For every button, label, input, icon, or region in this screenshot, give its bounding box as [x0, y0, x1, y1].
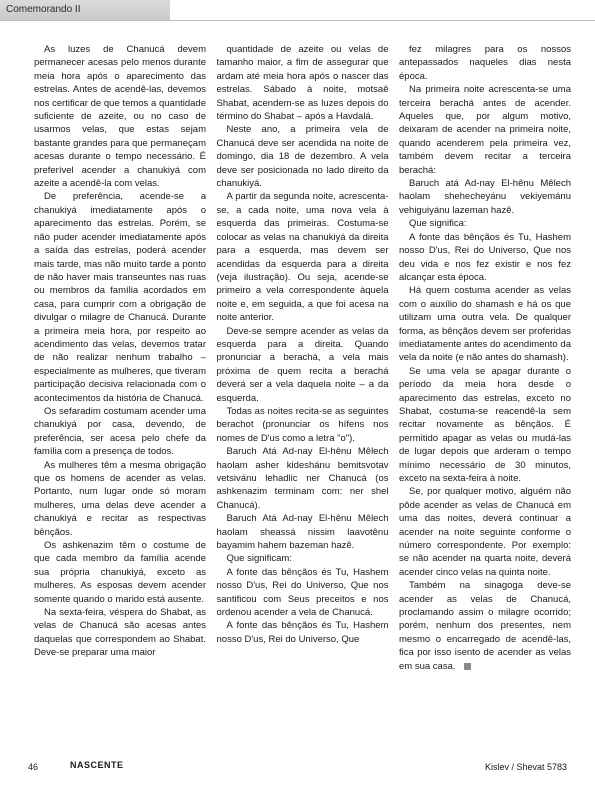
page-header: [0, 0, 595, 24]
paragraph: Se uma vela se apagar durante o período da meia hora desde o aparecimento das estrelas, exceto no Shabat, costuma-se reacendê-la sem recitar novamente as bênçãos. É permitido apagar as velas ou mudá-las de lugar depois que arderam o tempo mínimo necessário de 30 minutos, exceto na sexta-feira à noite.: [399, 365, 571, 484]
section-title-bar: [0, 0, 170, 20]
paragraph: Que significam:: [226, 553, 292, 565]
issue-label: Kislev / Shevat 5783: [484, 762, 567, 772]
paragraph: Há quem costuma acender as velas com o auxílio do shamash e há os que utilizam uma outra vela. De qualquer forma, as bênçãos devem ser proferidas imediatamente antes do acendimento da vela da noite (e não antes do shamash).: [399, 285, 571, 364]
paragraph: Os sefaradim costumam acender uma chanukiyá por casa, devendo, de preferência, ser acesa pelo chefe da família com a presença de todos.: [34, 405, 206, 458]
page-number: 46: [28, 762, 39, 772]
paragraph: A fonte das bênçãos és Tu, Hashem nosso D'us, Rei do Universo, Que nos santificou com Seus preceitos e nos ordenou acender a vela de Chanucá.: [216, 566, 389, 619]
paragraph: Baruch atá Ad-nay El-hênu Mêlech haolam shehecheyánu vekiyemánu vehiguiyánu lazeman hazê.: [399, 178, 571, 216]
paragraph: Se, por qualquer motivo, alguém não pôde acender as velas de Chanucá em uma das noites, deverá continuar a acender na noite seguinte conforme o número correspondente. Por exemplo: se não acender na quarta noite, deverá acender cinco velas na quinta noite.: [399, 486, 571, 578]
paragraph: Que significa:: [409, 218, 467, 230]
paragraph: Na sexta-feira, véspera do Shabat, as velas de Chanucá são acesas antes daquelas que correspondem ao Shabat. Deve-se preparar uma maior: [34, 607, 206, 659]
text-column-3: [399, 43, 571, 745]
paragraph: Neste ano, a primeira vela de Chanucá deve ser acendida na noite de domingo, dia 18 de dezembro. A vela deve ser posicionada no lado direito da chanukiyá.: [216, 124, 389, 190]
paragraph: Também na sinagoga deve-se acender as velas de Chanucá, proclamando assim o milagre ocorrido; porém, nenhum dos presentes, nem mesmo o encarregado de acendê-las, fica por isso isento de acender as velas em sua casa.: [399, 580, 571, 672]
paragraph: As mulheres têm a mesma obrigação que os homens de acender as velas. Portanto, num lugar onde só moram mulheres, uma delas deve acender a chanukiyá e recitar as respectivas bênçãos.: [34, 459, 206, 538]
paragraph: fez milagres para os nossos antepassados naqueles dias nesta época.: [399, 44, 571, 82]
text-column-2: [217, 43, 389, 745]
end-of-article-mark: [464, 663, 471, 670]
text-column-1: [34, 43, 206, 745]
header-divider: [0, 20, 595, 21]
magazine-logo: NASCENTE: [70, 760, 124, 770]
paragraph: Todas as noites recita-se as seguintes berachot (pronunciar os hífens nos nomes de D'us como a letra "o").: [216, 405, 389, 444]
paragraph: Na primeira noite acrescenta-se uma terceira berachá antes de acender. Aqueles que, por algum motivo, deixaram de acender na primeira noite, quando acenderem pela primeira vez, também devem recitar a terceira berachá:: [399, 84, 571, 176]
article-body: [34, 43, 571, 745]
paragraph: A partir da segunda noite, acrescenta-se, a cada noite, uma nova vela à esquerda das primeiras. Costuma-se colocar as velas na chanukiyá da direita para a esquerda, mas devem ser acendidas da esquerda para a direita (veja ilustração). Ou seja, acende-se primeiro a vela correspondente àquela noite e, em seguida, a que foi acesa na noite anterior.: [216, 191, 389, 324]
section-title: Comemorando II: [6, 4, 81, 15]
page-footer: [0, 752, 595, 794]
paragraph: Baruch Atá Ad-nay El-hênu Mêlech haolam asher kideshánu bemitsvotav vetsivánu lehadlic ner Chanucá (os ashkenazim terminam com: ner shel Chanucá).: [216, 446, 389, 511]
paragraph: De preferência, acende-se a chanukiyá imediatamente após o aparecimento das estrelas. Porém, se não puder acender imediatamente após a saída das estrelas, poderá acender mais tarde, mas não muito tarde a ponto de não haver mais transeuntes nas ruas ou membros da família acordados em casa, para cumprir com a obrigação de divulgar o milagre de Chanucá. Durante a primeira meia hora, por respeito ao acendimento das velas, devemos tratar de não realizar nenhum trabalho – especialmente as mulheres, que tiveram participação decisiva relacionada com o acontecimentos da história de Chanucá.: [34, 191, 206, 404]
paragraph: Os ashkenazim têm o costume de que cada membro da família acende sua própria chanukiyá, exceto as mulheres. As esposas devem acender somente quando o marido está ausente.: [34, 540, 206, 605]
paragraph: Baruch Atá Ad-nay El-hênu Mêlech haolam sheassá nissim laavotênu bayamim hahem bazeman hazê.: [216, 513, 389, 552]
paragraph: Deve-se sempre acender as velas da esquerda para a direita. Quando pronunciar a berachá, a vela mais próxima de quem recita a berachá deverá ser a vela daquela noite – a da esquerda.: [216, 325, 389, 404]
paragraph: quantidade de azeite ou velas de tamanho maior, a fim de assegurar que ardam até meia hora após o nascer das estrelas. Sábado à noite, motsaê Shabat, acendem-se as luzes depois do término do Shabat – após a Havdalá.: [216, 44, 389, 123]
paragraph: A fonte das bênçãos és Tu, Hashem nosso D'us, Rei do Universo, Que nos deu vida e nos fez existir e nos fez alcançar esta época.: [399, 231, 571, 283]
paragraph: A fonte das bênçãos és Tu, Hashem nosso D'us, Rei do Universo, Que: [216, 620, 389, 645]
paragraph: As luzes de Chanucá devem permanecer acesas pelo menos durante meia hora após o aparecimento das estrelas. Antes de acendê-las, devemos nos certificar de que temos a quantidade suficiente de azeite, ou no caso de usarmos velas, que estas sejam bastante grandes para que permaneçam acesas durante o tempo necessário. É preferível acender a chanukiyá com azeite a acendê-la com velas.: [34, 44, 206, 190]
